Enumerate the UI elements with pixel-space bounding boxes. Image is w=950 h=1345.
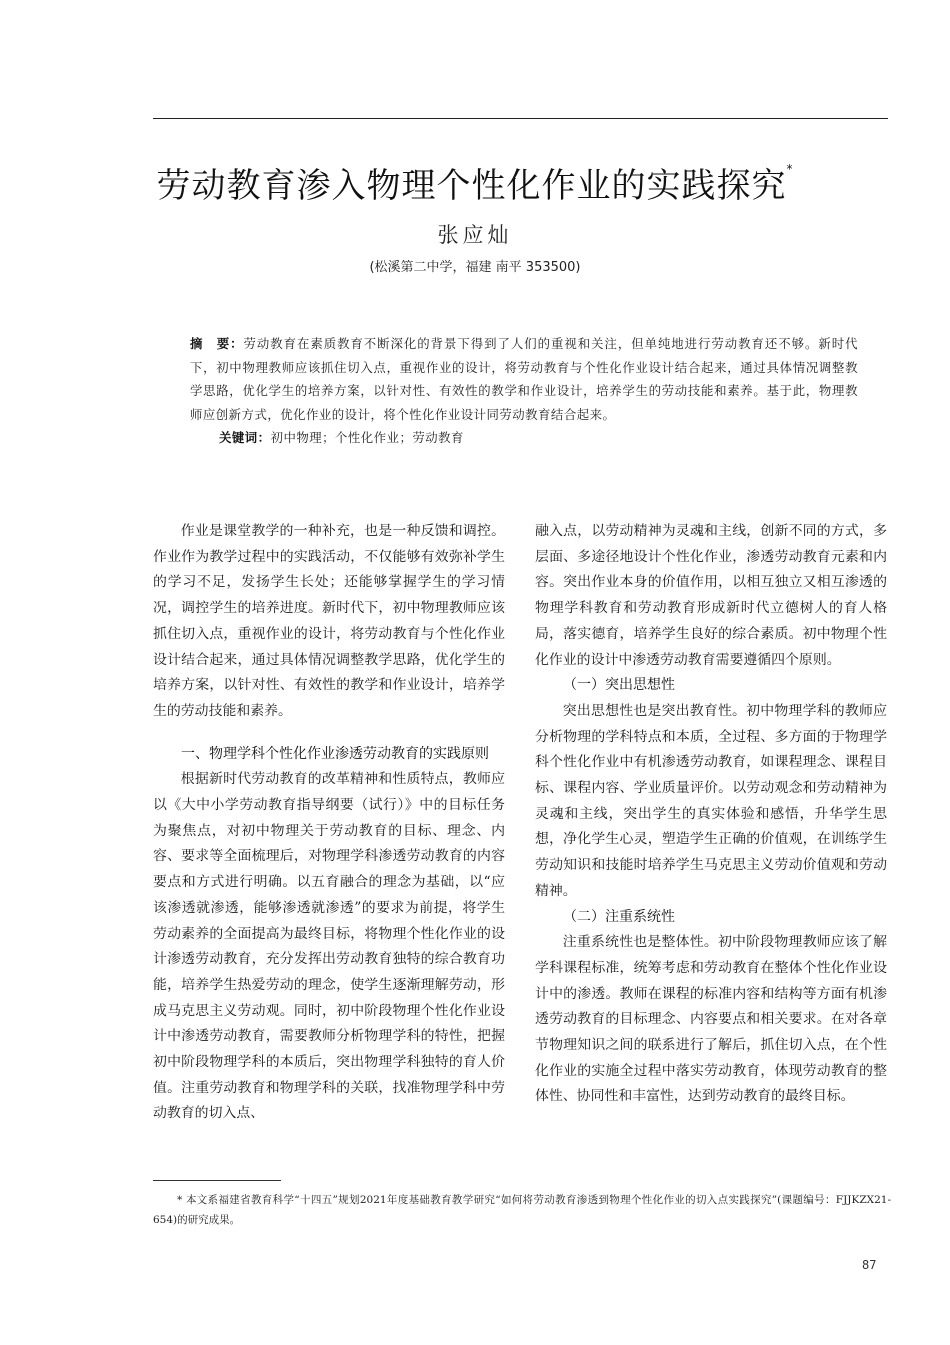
- abstract-paragraph: [190, 332, 858, 426]
- keywords-label: 关键词：: [219, 430, 271, 445]
- author-affiliation: (松溪第二中学，福建 南平 353500): [369, 260, 581, 275]
- footnote-rule: [153, 1180, 281, 1181]
- section1-paragraph-continued: 融入点，以劳动精神为灵魂和主线，创新不同的方式，多层面、多途径地设计个性化作业，渗透劳动教育元素和内容。突出作业本身的价值作用，以相互独立又相互渗透的物理学科教育和劳动教育形成新时代立德树人的育人格局，落实德育，培养学生良好的综合素质。初中物理个性化作业的设计中渗透劳动教育需要遵循四个原则。: [535, 523, 887, 668]
- title-footnote-mark: *: [786, 162, 794, 176]
- subsection2-paragraph: 注重系统性也是整体性。初中阶段物理教师应该了解学科课程标准，统筹考虑和劳动教育在整体个性化作业设计中的渗透。教师在课程的标准内容和结构等方面有机渗透劳动教育的目标理念、内容要点和相关要求。在对各章节物理知识之间的联系进行了解后，抓住切入点，在个性化作业的实施全过程中落实劳动教育，体现劳动教育的整体性、协同性和丰富性，达到劳动教育的最终目标。: [535, 934, 887, 1105]
- subsection1-paragraph: 突出思想性也是突出教育性。初中物理学科的教师应分析物理的学科特点和本质，全过程、多方面的于物理学科个性化作业中有机渗透劳动教育，如课程理念、课程目标、课程内容、学业质量评价。以劳动观念和劳动精神为灵魂和主线，突出学生的真实体验和感悟，升华学生思想，净化学生心灵，塑造学生正确的价值观，在训练学生劳动知识和技能时培养学生马克思主义劳动价值观和劳动精神。: [535, 702, 887, 899]
- subsection-heading-2: （二）注重系统性: [563, 908, 675, 925]
- abstract-block: [190, 332, 858, 450]
- keywords-line: [190, 426, 858, 450]
- paper-title: [100, 158, 850, 207]
- section1-paragraph: 根据新时代劳动教育的改革精神和性质特点，教师应以《大中小学劳动教育指导纲要（试行）》中的目标任务为聚焦点，对初中物理关于劳动教育的目标、理念、内容、要求等全面梳理后，对物理学科渗透劳动教育的内容要点和方式进行明确。以五育融合的理念为基础，以“应该渗透就渗透，能够渗透就渗透”的要求为前提，将学生劳动素养的全面提高为最终目标，将物理个性化作业的设计渗透劳动教育，充分发挥出劳动教育独特的综合教育功能，培养学生热爱劳动的理念，使学生逐渐理解劳动，形成马克思主义劳动观。同时，初中阶段物理个性化作业设计中渗透劳动教育，需要教师分析物理学科的特性，把握初中阶段物理学科的本质后，突出物理学科独特的育人价值。注重劳动教育和物理学科的关联，找准物理学科中劳动教育的切入点、: [153, 771, 505, 1122]
- right-column: [535, 519, 887, 1110]
- footnote: [153, 1190, 891, 1230]
- keywords-text: 初中物理；个性化作业；劳动教育: [270, 430, 464, 445]
- subsection-heading-1: （一）突出思想性: [563, 677, 675, 694]
- abstract-label: 摘 要：: [190, 336, 244, 351]
- intro-paragraph: 作业是课堂教学的一种补充，也是一种反馈和调控。作业作为教学过程中的实践活动，不仅能够有效弥补学生的学习不足，发扬学生长处；还能够掌握学生的学习情况，调控学生的培养进度。新时代下，初中物理教师应该抓住切入点，重视作业的设计，将劳动教育与个性化作业设计结合起来，通过具体情况调整教学思路，优化学生的培养方案，以针对性、有效性的教学和作业设计，培养学生的劳动技能和素养。: [153, 523, 505, 719]
- paper-title-text: 劳动教育渗入物理个性化作业的实践探究: [156, 166, 787, 206]
- author-name: 张应灿: [437, 223, 513, 247]
- abstract-text: 劳动教育在素质教育不断深化的背景下得到了人们的重视和关注，但单纯地进行劳动教育还不够。新时代下，初中物理教师应该抓住切入点，重视作业的设计，将劳动教育与个性化作业设计结合起来，通过具体情况调整教学思路，优化学生的培养方案，以针对性、有效性的教学和作业设计，培养学生的劳动技能和素养。基于此，物理教师应创新方式，优化作业的设计，将个性化作业设计同劳动教育结合起来。: [190, 336, 859, 422]
- header-rule: [153, 118, 888, 119]
- left-column: [153, 519, 505, 1127]
- footnote-mark: *: [177, 1194, 183, 1206]
- page-number: 87: [862, 1258, 877, 1272]
- footnote-text: 本文系福建省教育科学“十四五”规划2021年度基础教育教学研究“如何将劳动教育渗透到物理个性化作业的切入点实践探究”(课题编号：FJJKZX21-654)的研究成果。: [153, 1194, 892, 1226]
- section-heading-1: 一、物理学科个性化作业渗透劳动教育的实践原则: [181, 745, 489, 762]
